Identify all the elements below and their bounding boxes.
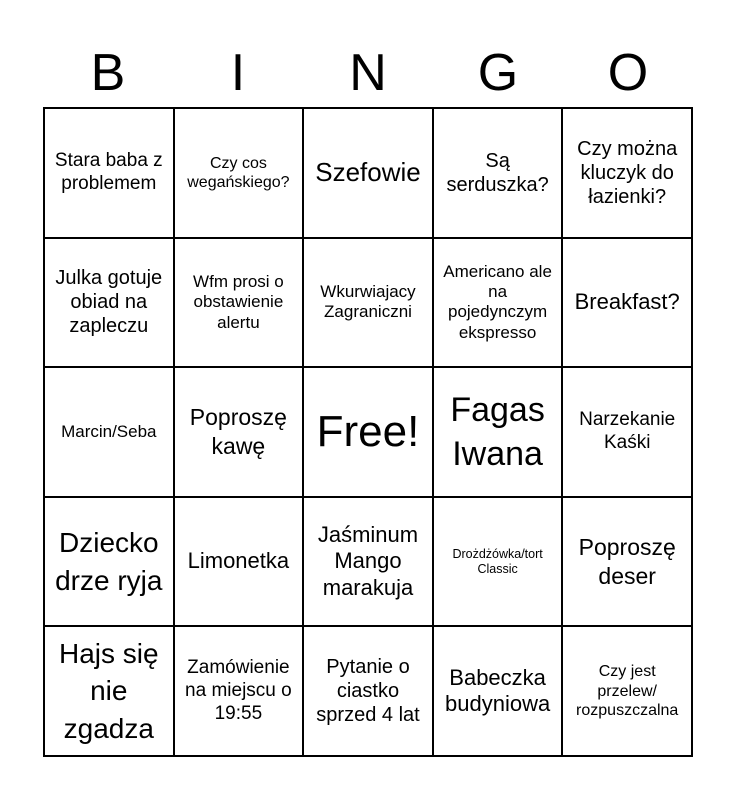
bingo-cell[interactable]: Wfm prosi o obstawienie alertu bbox=[174, 238, 304, 368]
bingo-cell[interactable]: Stara baba z problemem bbox=[44, 108, 174, 238]
bingo-grid bbox=[43, 107, 693, 757]
bingo-cell[interactable]: Limonetka bbox=[174, 497, 304, 627]
bingo-cell-free[interactable]: Free! bbox=[303, 367, 433, 497]
bingo-cell[interactable]: Hajs się nie zgadza bbox=[44, 626, 174, 756]
bingo-cell[interactable]: Drożdżówka/tort Classic bbox=[433, 497, 563, 627]
bingo-cell[interactable]: Fagas Iwana bbox=[433, 367, 563, 497]
bingo-cell[interactable]: Breakfast? bbox=[562, 238, 692, 368]
bingo-cell[interactable]: Czy cos wegańskiego? bbox=[174, 108, 304, 238]
bingo-cell[interactable]: Dziecko drze ryja bbox=[44, 497, 174, 627]
bingo-cell[interactable]: Zamówienie na miejscu o 19:55 bbox=[174, 626, 304, 756]
bingo-cell[interactable]: Babeczka budyniowa bbox=[433, 626, 563, 756]
header-letter-o: O bbox=[607, 44, 649, 102]
bingo-cell[interactable]: Wkurwiajacy Zagraniczni bbox=[303, 238, 433, 368]
bingo-cell[interactable]: Narzekanie Kaśki bbox=[562, 367, 692, 497]
header-letter-b: B bbox=[90, 44, 126, 102]
bingo-cell[interactable]: Americano ale na pojedynczym ekspresso bbox=[433, 238, 563, 368]
header-letter-g: G bbox=[477, 44, 519, 102]
bingo-cell[interactable]: Czy można kluczyk do łazienki? bbox=[562, 108, 692, 238]
bingo-cell[interactable]: Poproszę deser bbox=[562, 497, 692, 627]
bingo-cell[interactable]: Są serduszka? bbox=[433, 108, 563, 238]
bingo-header bbox=[43, 38, 693, 108]
bingo-cell[interactable]: Marcin/Seba bbox=[44, 367, 174, 497]
bingo-cell[interactable]: Szefowie bbox=[303, 108, 433, 238]
bingo-cell[interactable]: Pytanie o ciastko sprzed 4 lat bbox=[303, 626, 433, 756]
header-letter-i: I bbox=[230, 44, 246, 102]
bingo-cell[interactable]: Poproszę kawę bbox=[174, 367, 304, 497]
header-letter-n: N bbox=[349, 44, 387, 102]
bingo-cell[interactable]: Jaśminum Mango marakuja bbox=[303, 497, 433, 627]
bingo-cell[interactable]: Czy jest przelew/ rozpuszczalna bbox=[562, 626, 692, 756]
bingo-cell[interactable]: Julka gotuje obiad na zapleczu bbox=[44, 238, 174, 368]
